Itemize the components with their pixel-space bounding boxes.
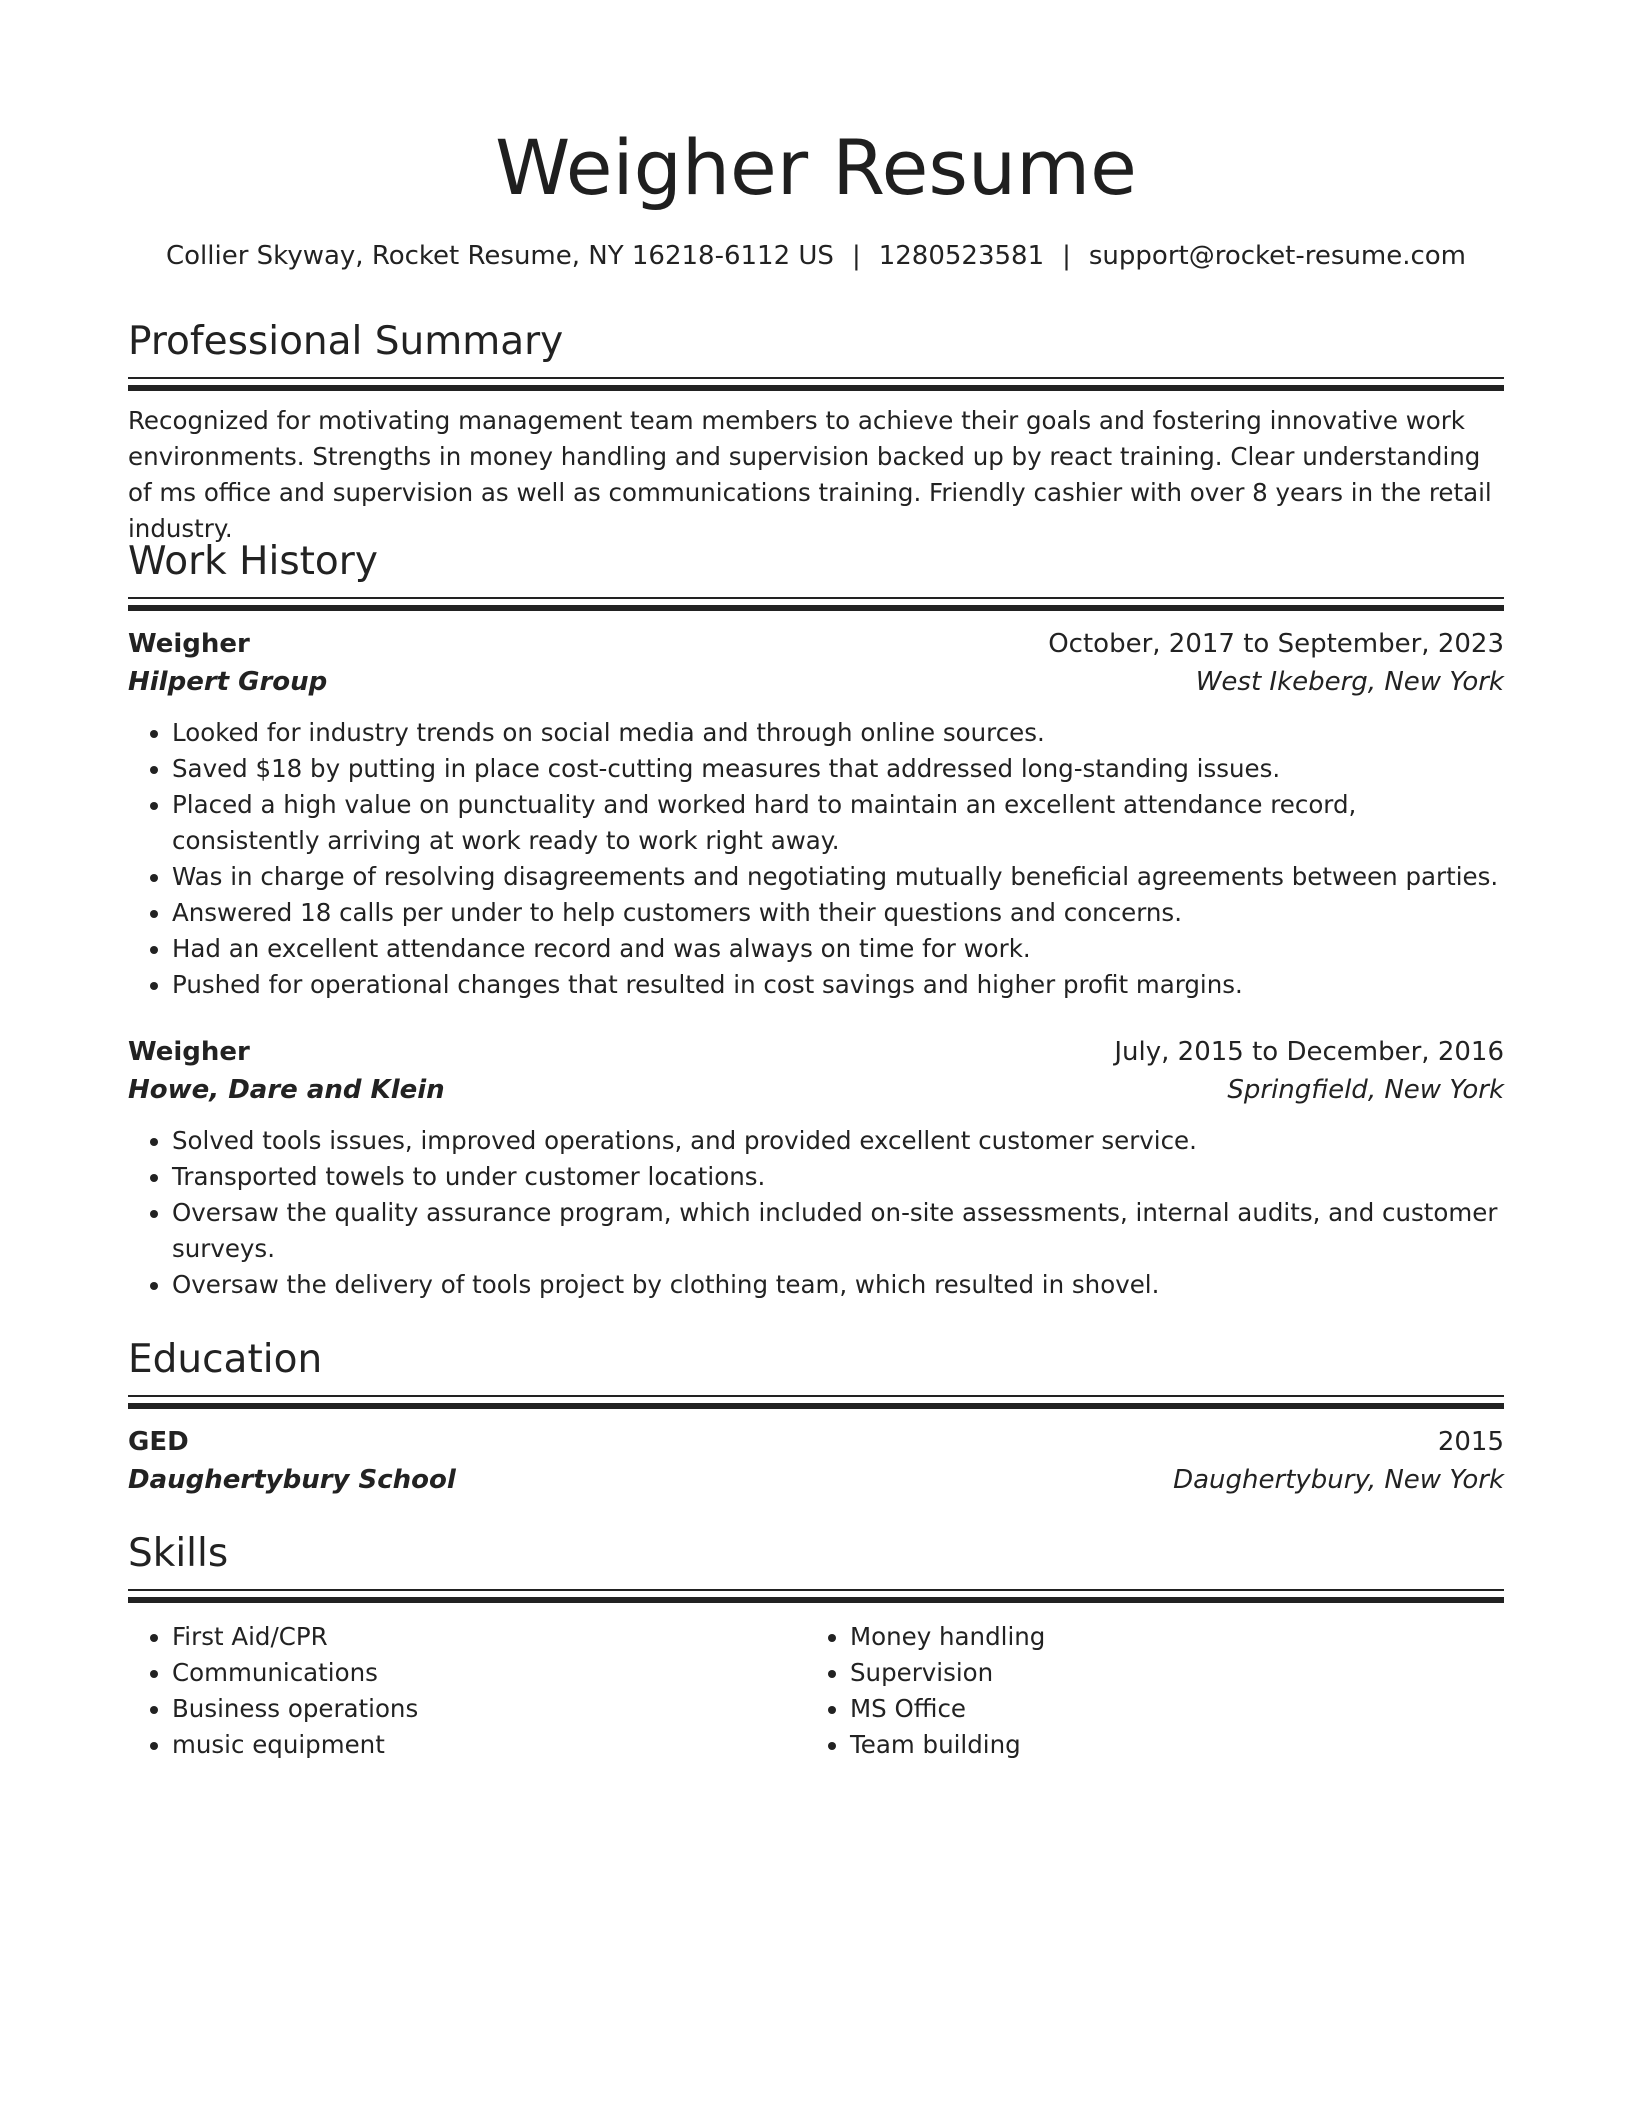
job-company-row <box>128 663 1504 701</box>
job-bullets <box>128 1123 1504 1303</box>
job-location: West Ikeberg, New York <box>1195 667 1504 697</box>
list-item: • Solved tools issues, improved operations, and provided excellent customer service. <box>172 1123 1504 1159</box>
skill-item: • Business operations <box>172 1691 806 1727</box>
job-title: Weigher <box>128 629 250 659</box>
list-item: • Oversaw the quality assurance program, which included on-site assessments, internal audits, and customer surveys. <box>172 1195 1504 1267</box>
skill-item: • Team building <box>850 1727 1484 1763</box>
section-divider <box>128 597 1504 613</box>
section-divider <box>128 1395 1504 1411</box>
job-dates: July, 2015 to December, 2016 <box>1114 1037 1504 1067</box>
contact-separator: | <box>1062 241 1071 271</box>
job-header-row <box>128 625 1504 663</box>
education-school-row <box>128 1461 1504 1499</box>
resume-title: Weigher Resume <box>495 123 1137 212</box>
job-bullets <box>128 715 1504 1003</box>
education-section <box>128 1336 1504 1499</box>
education-school: Daughertybury School <box>128 1465 456 1495</box>
education-location: Daughertybury, New York <box>1173 1465 1504 1495</box>
list-item: • Looked for industry trends on social media and through online sources. <box>172 715 1504 751</box>
job-entry <box>128 1033 1504 1303</box>
contact-address: Collier Skyway, Rocket Resume, NY 16218-6112 US <box>166 241 834 271</box>
list-item: • Had an excellent attendance record and was always on time for work. <box>172 931 1504 967</box>
job-dates: October, 2017 to September, 2023 <box>1048 629 1504 659</box>
summary-section <box>128 318 1504 547</box>
job-title: Weigher <box>128 1037 250 1067</box>
contact-phone: 1280523581 <box>878 241 1045 271</box>
education-header-row <box>128 1423 1504 1461</box>
skills-list-right <box>806 1619 1484 1763</box>
contact-separator: | <box>851 241 861 271</box>
section-divider <box>128 1589 1504 1605</box>
skill-item: • MS Office <box>850 1691 1484 1727</box>
education-degree: GED <box>128 1427 189 1457</box>
education-year: 2015 <box>1437 1427 1504 1457</box>
skills-heading: Skills <box>128 1531 229 1576</box>
job-company: Howe, Dare and Klein <box>128 1075 445 1105</box>
list-item: • Was in charge of resolving disagreements and negotiating mutually beneficial agreements between parties. <box>172 859 1504 895</box>
list-item: • Placed a high value on punctuality and worked hard to maintain an excellent attendance record, consistently arriving at work ready to work right away. <box>172 787 1504 859</box>
work-history-section <box>128 538 1504 1303</box>
skill-item: • First Aid/CPR <box>172 1619 806 1655</box>
education-entry <box>128 1423 1504 1499</box>
list-item: • Answered 18 calls per under to help customers with their questions and concerns. <box>172 895 1504 931</box>
contact-email: support@rocket-resume.com <box>1088 241 1466 271</box>
skills-columns <box>128 1605 1504 1763</box>
list-item: • Transported towels to under customer locations. <box>172 1159 1504 1195</box>
skill-item: • Supervision <box>850 1655 1484 1691</box>
contact-line <box>128 236 1504 276</box>
skill-item: • Money handling <box>850 1619 1484 1655</box>
skills-section <box>128 1530 1504 1763</box>
job-header-row <box>128 1033 1504 1071</box>
job-company-row <box>128 1071 1504 1109</box>
section-divider <box>128 377 1504 393</box>
summary-heading: Professional Summary <box>128 319 564 364</box>
list-item: • Saved $18 by putting in place cost-cutting measures that addressed long-standing issues. <box>172 751 1504 787</box>
job-company: Hilpert Group <box>128 667 328 697</box>
skill-item: • music equipment <box>172 1727 806 1763</box>
skills-list-left <box>128 1619 806 1763</box>
summary-text: Recognized for motivating management team members to achieve their goals and fostering innovative work environments. Strengths in money handling and supervision backed up by react training. Clear understanding of ms office and supervision as well as communications training. Friendly cashier with over 8 years in the retail industry. <box>128 406 1492 543</box>
skill-item: • Communications <box>172 1655 806 1691</box>
list-item: • Oversaw the delivery of tools project by clothing team, which resulted in shovel. <box>172 1267 1504 1303</box>
job-entry <box>128 625 1504 1003</box>
job-location: Springfield, New York <box>1227 1075 1504 1105</box>
work-history-heading: Work History <box>128 539 378 584</box>
education-heading: Education <box>128 1337 323 1382</box>
list-item: • Pushed for operational changes that resulted in cost savings and higher profit margins. <box>172 967 1504 1003</box>
